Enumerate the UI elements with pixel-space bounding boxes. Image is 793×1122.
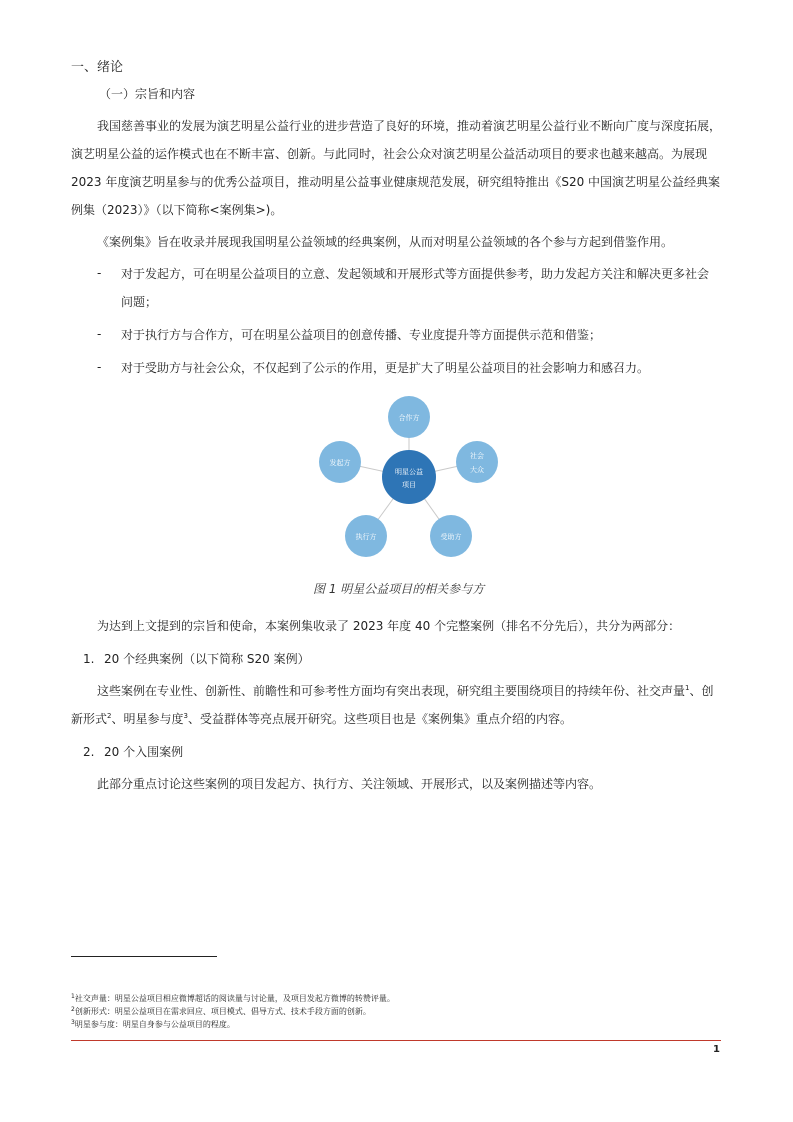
- scope-paragraph: 为达到上文提到的宗旨和使命，本案例集收录了 2023 年度 40 个完整案例（排名不分先后），共分为两部分：: [97, 619, 681, 633]
- node-hezuo: [388, 396, 430, 438]
- footnote-ref[interactable]: 3: [183, 712, 188, 720]
- list-text: 20 个入围案例: [104, 745, 184, 759]
- node-shouzhu: [430, 515, 472, 557]
- shortlist-paragraph: 此部分重点讨论这些案例的项目发起方、执行方、关注领域、开展形式，以及案例描述等内容。: [97, 777, 602, 791]
- footnote: $^2$创新形式：明星公益项目在需求回应、项目模式、倡导方式、技术手段方面的创新。: [71, 1006, 371, 1016]
- bullet-text: 对于发起方，可在明星公益项目的立意、发起领域和开展形式等方面提供参考，助力发起方关注和解决更多社会: [121, 267, 710, 281]
- footnote-ref[interactable]: 1: [685, 684, 690, 692]
- bullet-marker: -: [97, 266, 102, 280]
- bullet-text: 对于受助方与社会公众，不仅起到了公示的作用，更是扩大了明星公益项目的社会影响力和感召力。: [121, 361, 650, 375]
- footnote: $^1$社交声量：明星公益项目相应微博超话的阅读量与讨论量，及项目发起方微博的转赞评量。: [71, 993, 395, 1003]
- para-line: 这些案例在专业性、创新性、前瞻性和可参考性方面均有突出表现，研究组主要围绕项目的持续年份、社交声量$^1$、创: [97, 684, 714, 698]
- center-node: [382, 450, 436, 504]
- node-label: 发起方: [329, 459, 351, 467]
- list-number: 1.: [83, 652, 95, 666]
- figure-caption: 图 1 明星公益项目的相关参与方: [313, 582, 485, 596]
- para-line: 演艺明星公益的运作模式也在不断丰富、创新。与此同时，社会公众对演艺明星公益活动项目的要求也越来越高。为展现: [71, 147, 708, 161]
- node-label: 合作方: [398, 414, 420, 422]
- node-label: 执行方: [355, 533, 377, 541]
- center-label: 明星公益: [395, 468, 423, 476]
- list-number: 2.: [83, 745, 95, 759]
- bullet-marker: -: [97, 360, 102, 374]
- participants-diagram: [296, 390, 516, 568]
- node-label: 大众: [470, 466, 484, 474]
- section-heading: 一、绪论: [71, 60, 124, 75]
- node-shehui: [456, 441, 498, 483]
- purpose-paragraph: 《案例集》旨在收录并展现我国明星公益领域的经典案例，从而对明星公益领域的各个参与方起到借鉴作用。: [97, 235, 674, 249]
- bullet-marker: -: [97, 327, 102, 341]
- footer-rule: [71, 1040, 721, 1041]
- para-line: 我国慈善事业的发展为演艺明星公益行业的进步营造了良好的环境，推动着演艺明星公益行业不断向广度与深度拓展，: [97, 119, 722, 133]
- center-label: 项目: [402, 481, 416, 489]
- para-line: 2023 年度演艺明星参与的优秀公益项目，推动明星公益事业健康规范发展，研究组特推出《S20 中国演艺明星公益经典案: [71, 175, 721, 189]
- node-faqi: [319, 441, 361, 483]
- bullet-text: 对于执行方与合作方，可在明星公益项目的创意传播、专业度提升等方面提供示范和借鉴；: [121, 328, 602, 342]
- footnote-ref[interactable]: 2: [107, 712, 112, 720]
- page-number: 1: [713, 1044, 720, 1055]
- footnote: $^3$明星参与度：明星自身参与公益项目的程度。: [71, 1019, 235, 1029]
- bullet-text: 问题；: [121, 295, 158, 309]
- subsection-heading: （一）宗旨和内容: [99, 87, 196, 101]
- para-line: 新形式$^2$、明星参与度$^3$、受益群体等亮点展开研究。这些项目也是《案例集》重点介绍的内容。: [71, 712, 572, 726]
- list-text: 20 个经典案例（以下简称 S20 案例）: [104, 652, 310, 666]
- para-line: 例集（2023）》（以下简称<案例集>)。: [71, 203, 283, 217]
- node-label: 社会: [470, 452, 484, 460]
- node-zhixing: [345, 515, 387, 557]
- footnote-separator: [71, 956, 217, 957]
- node-label: 受助方: [440, 533, 462, 541]
